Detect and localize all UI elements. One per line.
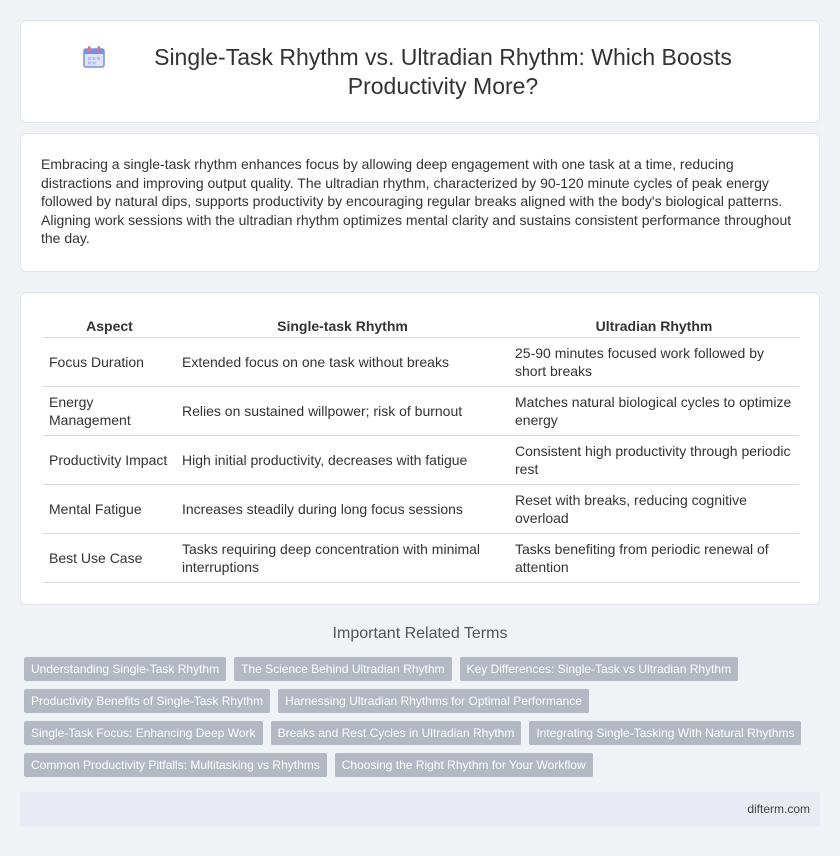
related-term-tag[interactable]: Harnessing Ultradian Rhythms for Optimal Performance	[278, 689, 589, 713]
header-single-task: Single-task Rhythm	[176, 315, 509, 337]
title-card	[20, 20, 820, 123]
related-term-tag[interactable]: Key Differences: Single-Task vs Ultradian Rhythm	[460, 657, 739, 681]
page-title: Single-Task Rhythm vs. Ultradian Rhythm: Which Boosts Productivity More?	[154, 43, 732, 99]
related-terms-list	[24, 657, 820, 785]
cell-aspect: Focus Duration	[43, 337, 176, 386]
tag-row	[24, 753, 820, 777]
cell-ultradian: Matches natural biological cycles to optimize energy	[509, 386, 799, 435]
table-row	[43, 533, 799, 582]
cell-single-task: Extended focus on one task without breaks	[176, 337, 509, 386]
table-row	[43, 337, 799, 386]
header-ultradian: Ultradian Rhythm	[509, 315, 799, 337]
cell-ultradian: Consistent high productivity through periodic rest	[509, 435, 799, 484]
related-term-tag[interactable]: Breaks and Rest Cycles in Ultradian Rhythm	[271, 721, 522, 745]
header-aspect: Aspect	[43, 315, 176, 337]
cell-single-task: High initial productivity, decreases with fatigue	[176, 435, 509, 484]
comparison-table-card	[20, 292, 820, 605]
cell-single-task: Relies on sustained willpower; risk of burnout	[176, 386, 509, 435]
related-term-tag[interactable]: Understanding Single-Task Rhythm	[24, 657, 226, 681]
footer	[20, 792, 820, 826]
table-row	[43, 484, 799, 533]
table-header-row	[43, 315, 799, 337]
footer-site-link[interactable]: difterm.com	[747, 802, 810, 816]
cell-single-task: Increases steadily during long focus sessions	[176, 484, 509, 533]
intro-paragraph: Embracing a single-task rhythm enhances focus by allowing deep engagement with one task at a time, reducing distractions and improving output quality. The ultradian rhythm, characterized by 90-120 minute cycles of peak energy followed by natural dips, supports productivity by encouraging regular breaks aligned with the body's biological patterns. Aligning work sessions with the ultradian rhythm optimizes mental clarity and sustains consistent performance throughout the day.	[41, 156, 792, 246]
calendar-icon	[81, 44, 107, 70]
related-term-tag[interactable]: Productivity Benefits of Single-Task Rhythm	[24, 689, 270, 713]
cell-single-task: Tasks requiring deep concentration with minimal interruptions	[176, 533, 509, 582]
related-term-tag[interactable]: Single-Task Focus: Enhancing Deep Work	[24, 721, 263, 745]
related-terms-title: Important Related Terms	[332, 625, 508, 642]
tag-row	[24, 657, 820, 681]
related-term-tag[interactable]: Common Productivity Pitfalls: Multitasking vs Rhythms	[24, 753, 327, 777]
table-row	[43, 435, 799, 484]
comparison-table	[43, 315, 799, 583]
table-row	[43, 386, 799, 435]
tag-row	[24, 689, 820, 713]
cell-aspect: Energy Management	[43, 386, 176, 435]
related-term-tag[interactable]: Choosing the Right Rhythm for Your Workflow	[335, 753, 593, 777]
related-term-tag[interactable]: Integrating Single-Tasking With Natural Rhythms	[529, 721, 801, 745]
cell-aspect: Mental Fatigue	[43, 484, 176, 533]
cell-aspect: Productivity Impact	[43, 435, 176, 484]
intro-card	[20, 133, 820, 272]
cell-ultradian: 25-90 minutes focused work followed by short breaks	[509, 337, 799, 386]
cell-ultradian: Tasks benefiting from periodic renewal of attention	[509, 533, 799, 582]
cell-ultradian: Reset with breaks, reducing cognitive overload	[509, 484, 799, 533]
cell-aspect: Best Use Case	[43, 533, 176, 582]
related-term-tag[interactable]: The Science Behind Ultradian Rhythm	[234, 657, 451, 681]
tag-row	[24, 721, 820, 745]
